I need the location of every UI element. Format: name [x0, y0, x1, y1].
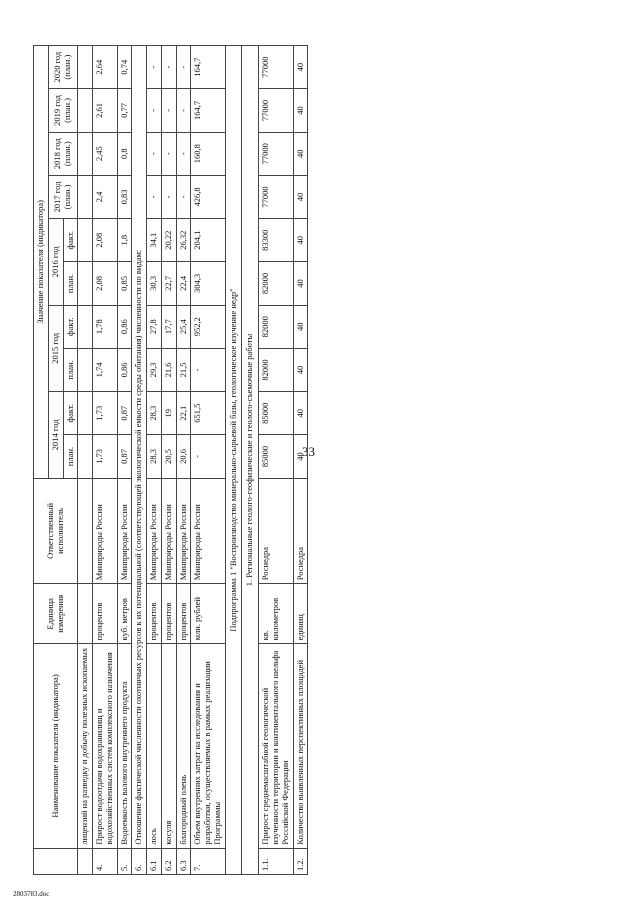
- header-2014: 2014 год: [48, 392, 63, 479]
- row-number: 1.2.: [293, 848, 308, 874]
- row-value: 0,85: [117, 262, 132, 305]
- row-value: 17,7: [161, 305, 176, 348]
- row-value: 40: [293, 175, 308, 218]
- row-value: 20,6: [176, 435, 191, 478]
- row-value: 2,08: [93, 219, 118, 262]
- row-value: 22,1: [176, 392, 191, 435]
- row-value: 82000: [259, 348, 293, 391]
- row-value: 34,1: [147, 219, 162, 262]
- row-unit: куб. метров: [117, 584, 132, 644]
- rotated-table-area: [33, 25, 543, 875]
- row-unit: млн. рублей: [191, 584, 225, 644]
- row-value: -: [176, 46, 191, 89]
- row-number: 6.2: [161, 848, 176, 874]
- row-value: 0,83: [117, 175, 132, 218]
- row-value: 426,8: [191, 175, 225, 218]
- row-value: -: [147, 89, 162, 132]
- row-executor: Роснедра: [293, 478, 308, 584]
- row-name: лось: [147, 644, 162, 848]
- row-value: 1,73: [93, 435, 118, 478]
- row-executor: Минприроды России: [117, 478, 132, 584]
- row-value: 29,3: [147, 348, 162, 391]
- header-2018: 2018 год (план.): [48, 132, 78, 175]
- row-value: 25,4: [176, 305, 191, 348]
- header-2016: 2016 год: [48, 219, 63, 306]
- row-executor: Минприроды России: [176, 478, 191, 584]
- row-value: 164,7: [191, 46, 225, 89]
- row-value: 2,08: [93, 262, 118, 305]
- row-value: 26,32: [176, 219, 191, 262]
- row-value: 40: [293, 132, 308, 175]
- row-value: 28,3: [147, 392, 162, 435]
- row-value: 30,3: [147, 262, 162, 305]
- row-name: Прирост среднемасштабной геологической изученности территории и континентального шельфа Российской Федерации: [259, 644, 293, 848]
- table-row: [147, 46, 162, 875]
- row-name: Отношение фактической численности охотничьих ресурсов к их потенциальной (соответствующей экологической емкости среды обитания) численности по видам:: [132, 46, 147, 849]
- row-number: 6.: [132, 848, 147, 874]
- row-value: [78, 175, 93, 218]
- header-2015: 2015 год: [48, 305, 63, 392]
- row-value: 40: [293, 46, 308, 89]
- row-value: [78, 132, 93, 175]
- row-value: 304,3: [191, 262, 225, 305]
- row-name: Водоемкость валового внутреннего продукта: [117, 644, 132, 848]
- row-value: 651,5: [191, 392, 225, 435]
- row-executor: Минприроды России: [161, 478, 176, 584]
- row-unit: процентов: [161, 584, 176, 644]
- table-body-subprogram: [259, 46, 308, 875]
- row-value: [78, 435, 93, 478]
- row-number: 5.: [117, 848, 132, 874]
- indicators-table: [33, 45, 308, 875]
- row-value: 27,8: [147, 305, 162, 348]
- row-value: 0,8: [117, 132, 132, 175]
- table-body-main: [78, 46, 225, 875]
- row-value: 28,3: [147, 435, 162, 478]
- row-number: 4.: [93, 848, 118, 874]
- row-executor: [78, 478, 93, 584]
- subprogram-title: Подпрограмма 1 "Воспроизводство минерально-сырьевой базы, геологическое изучение недр": [225, 46, 242, 875]
- row-value: 83300: [259, 219, 293, 262]
- row-value: [78, 392, 93, 435]
- row-value: 1,74: [93, 348, 118, 391]
- row-name: Прирост водоотдачи водохранилищ и водохозяйственных систем комплексного назначения: [93, 644, 118, 848]
- row-value: [78, 348, 93, 391]
- row-number: 1.1.: [259, 848, 293, 874]
- row-value: 22,4: [176, 262, 191, 305]
- header-value: Значение показателя (индикатора): [34, 46, 49, 479]
- row-value: 2,64: [93, 46, 118, 89]
- row-value: [78, 219, 93, 262]
- row-value: [78, 262, 93, 305]
- row-value: -: [176, 89, 191, 132]
- header-plan: план.: [63, 262, 78, 305]
- header-fact: факт.: [63, 305, 78, 348]
- row-value: 0,86: [117, 305, 132, 348]
- header-plan: план.: [63, 348, 78, 391]
- row-executor: Роснедра: [259, 478, 293, 584]
- row-value: -: [161, 132, 176, 175]
- row-value: 0,87: [117, 435, 132, 478]
- row-value: -: [191, 348, 225, 391]
- table-row: [293, 46, 308, 875]
- row-name: Объем внутренних затрат на исследования и разработки, осуществляемых в рамках реализации Программы: [191, 644, 225, 848]
- row-value: -: [191, 435, 225, 478]
- row-value: 204,1: [191, 219, 225, 262]
- row-name: благородный олень: [176, 644, 191, 848]
- header-plan: план.: [63, 435, 78, 478]
- header-no: [34, 848, 78, 874]
- row-number: 7.: [191, 848, 225, 874]
- row-value: 2,61: [93, 89, 118, 132]
- file-name: 2803783.doc: [13, 890, 50, 898]
- row-value: 19: [161, 392, 176, 435]
- row-name: Количество выявленных перспективных площадей: [293, 644, 308, 848]
- row-unit: кв. километров: [259, 584, 293, 644]
- row-value: 20,22: [161, 219, 176, 262]
- header-unit: Единица измерения: [34, 584, 78, 644]
- row-value: 21,6: [161, 348, 176, 391]
- header-2017: 2017 год (план.): [48, 175, 78, 218]
- row-value: 2,4: [93, 175, 118, 218]
- row-value: 40: [293, 219, 308, 262]
- table-row: [259, 46, 293, 875]
- row-value: 20,5: [161, 435, 176, 478]
- row-value: 77000: [259, 46, 293, 89]
- row-value: 22,7: [161, 262, 176, 305]
- row-number: [78, 848, 93, 874]
- row-value: 40: [293, 348, 308, 391]
- row-value: -: [176, 132, 191, 175]
- row-number: 6.3: [176, 848, 191, 874]
- row-value: 82000: [259, 262, 293, 305]
- header-fact: факт.: [63, 392, 78, 435]
- row-name: лицензий на разведку и добычу полезных ископаемых: [78, 644, 93, 848]
- row-value: 1,78: [93, 305, 118, 348]
- row-value: 0,87: [117, 392, 132, 435]
- row-value: 85000: [259, 435, 293, 478]
- row-value: 40: [293, 89, 308, 132]
- row-value: 77000: [259, 132, 293, 175]
- row-executor: Минприроды России: [191, 478, 225, 584]
- row-value: -: [161, 89, 176, 132]
- table-row: [161, 46, 176, 875]
- row-value: 40: [293, 392, 308, 435]
- row-value: 21,5: [176, 348, 191, 391]
- header-name: Наименование показателя (индикатора): [34, 644, 78, 848]
- row-value: 0,86: [117, 348, 132, 391]
- row-value: 160,8: [191, 132, 225, 175]
- row-unit: процентов: [176, 584, 191, 644]
- page-number: 33: [302, 444, 315, 459]
- row-value: 164,7: [191, 89, 225, 132]
- row-unit: процентов: [147, 584, 162, 644]
- row-executor: Минприроды России: [147, 478, 162, 584]
- row-value: -: [161, 175, 176, 218]
- row-value: [78, 305, 93, 348]
- row-value: 0,74: [117, 46, 132, 89]
- row-unit: процентов: [93, 584, 118, 644]
- row-value: 952,2: [191, 305, 225, 348]
- row-value: -: [147, 175, 162, 218]
- header-executor: Ответственный исполнитель: [34, 478, 78, 584]
- header-2019: 2019 год (план.): [48, 89, 78, 132]
- row-value: 40: [293, 435, 308, 478]
- table-row: [191, 46, 225, 875]
- row-number: 6.1: [147, 848, 162, 874]
- subprogram-section: [225, 46, 259, 875]
- table-row: [176, 46, 191, 875]
- row-value: 85000: [259, 392, 293, 435]
- row-value: [78, 46, 93, 89]
- row-executor: Минприроды России: [93, 478, 118, 584]
- table-row: [132, 46, 147, 875]
- row-unit: [78, 584, 93, 644]
- row-value: 77000: [259, 89, 293, 132]
- row-value: -: [161, 46, 176, 89]
- row-value: -: [176, 175, 191, 218]
- row-value: 1,73: [93, 392, 118, 435]
- table-row: [117, 46, 132, 875]
- row-value: 40: [293, 262, 308, 305]
- row-value: -: [147, 132, 162, 175]
- row-value: -: [147, 46, 162, 89]
- row-value: 40: [293, 305, 308, 348]
- row-value: 0,77: [117, 89, 132, 132]
- row-value: [78, 89, 93, 132]
- table-row: [78, 46, 93, 875]
- row-value: 77000: [259, 175, 293, 218]
- row-name: косуля: [161, 644, 176, 848]
- section-title: 1. Региональные геолого-геофизические и геолого-съемочные работы: [242, 46, 259, 875]
- row-unit: единиц: [293, 584, 308, 644]
- row-value: 2,45: [93, 132, 118, 175]
- header-2020: 2020 год (план.): [48, 46, 78, 89]
- table-row: [93, 46, 118, 875]
- header-fact: факт.: [63, 219, 78, 262]
- row-value: 82000: [259, 305, 293, 348]
- row-value: 1,8: [117, 219, 132, 262]
